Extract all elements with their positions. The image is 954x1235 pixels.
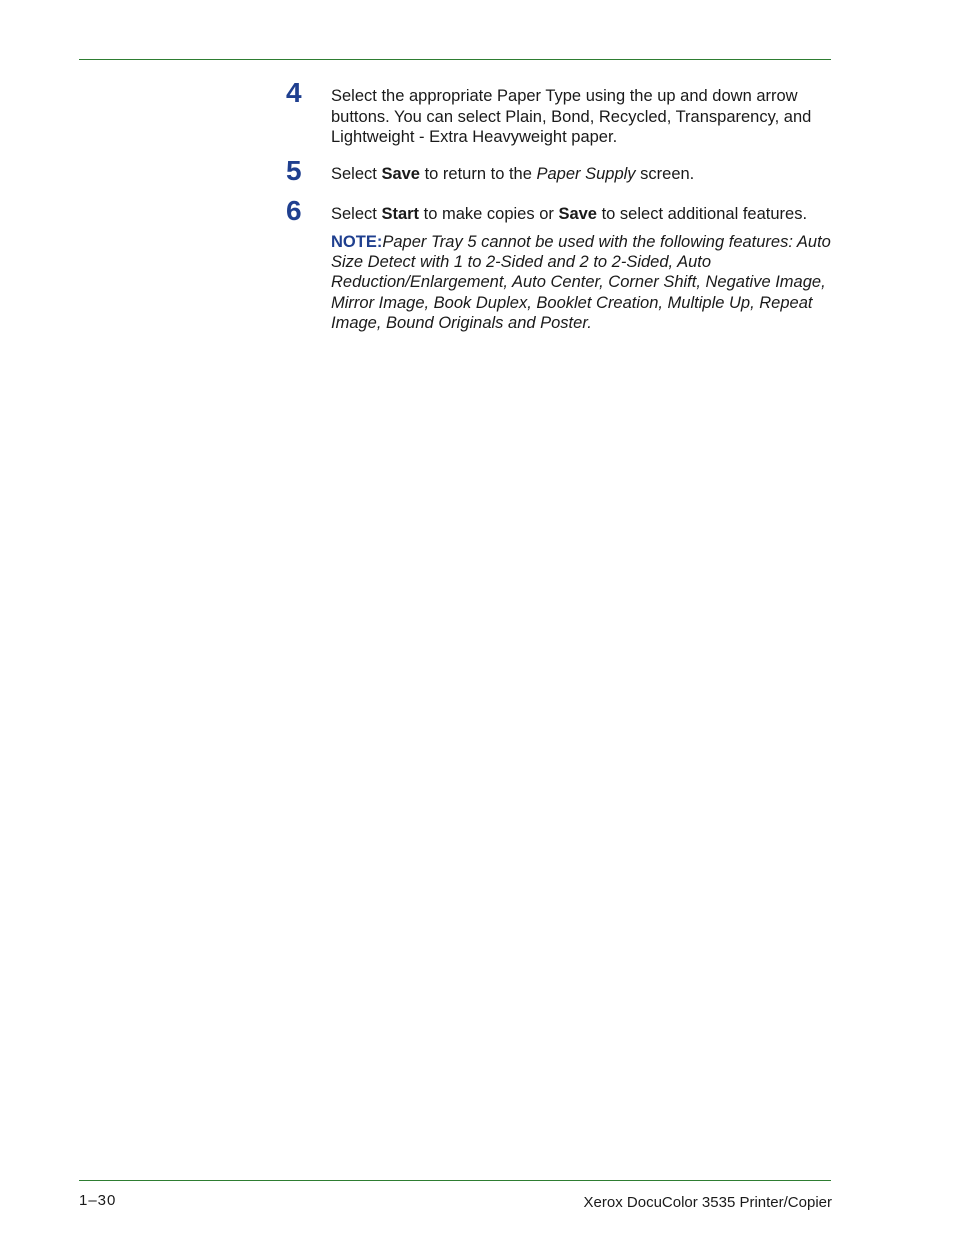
text-run: to return to the	[420, 165, 537, 183]
product-name: Xerox DocuColor 3535 Printer/Copier	[583, 1194, 832, 1211]
note-label: NOTE:	[331, 233, 383, 251]
step-number: 4	[286, 77, 302, 108]
text-run: to make copies or	[419, 205, 559, 223]
text-run: to select additional features.	[597, 205, 808, 223]
paper-supply-term: Paper Supply	[536, 165, 636, 183]
note-text: Paper Tray 5 cannot be used with the following features: Auto Size Detect with 1 to 2-Sided and 2 to 2-Sided, Auto Reduction/Enlargement, Auto Center, Corner Shift, Negative Image, Mirror Image, Book Duplex, Booklet Creation, Multiple Up, Repeat Image, Bound Originals and Poster.	[331, 233, 831, 332]
text-run: screen.	[635, 165, 695, 183]
step-text: Select the appropriate Paper Type using the up and down arrow buttons. You can select Plain, Bond, Recycled, Transparency, and Lightweight - Extra Heavyweight paper.	[331, 87, 812, 146]
footer-rule	[79, 1180, 831, 1181]
header-rule	[79, 59, 831, 60]
note	[331, 232, 836, 333]
step-number: 5	[286, 155, 302, 186]
step-number: 6	[286, 195, 302, 226]
step-text	[331, 164, 841, 185]
text-run: Select	[331, 165, 382, 183]
page-number: 1–30	[79, 1192, 117, 1209]
save-term: Save	[558, 205, 597, 223]
start-term: Start	[381, 205, 420, 223]
step-text	[331, 204, 841, 225]
text-run: Select	[331, 205, 382, 223]
save-term: Save	[381, 165, 420, 183]
